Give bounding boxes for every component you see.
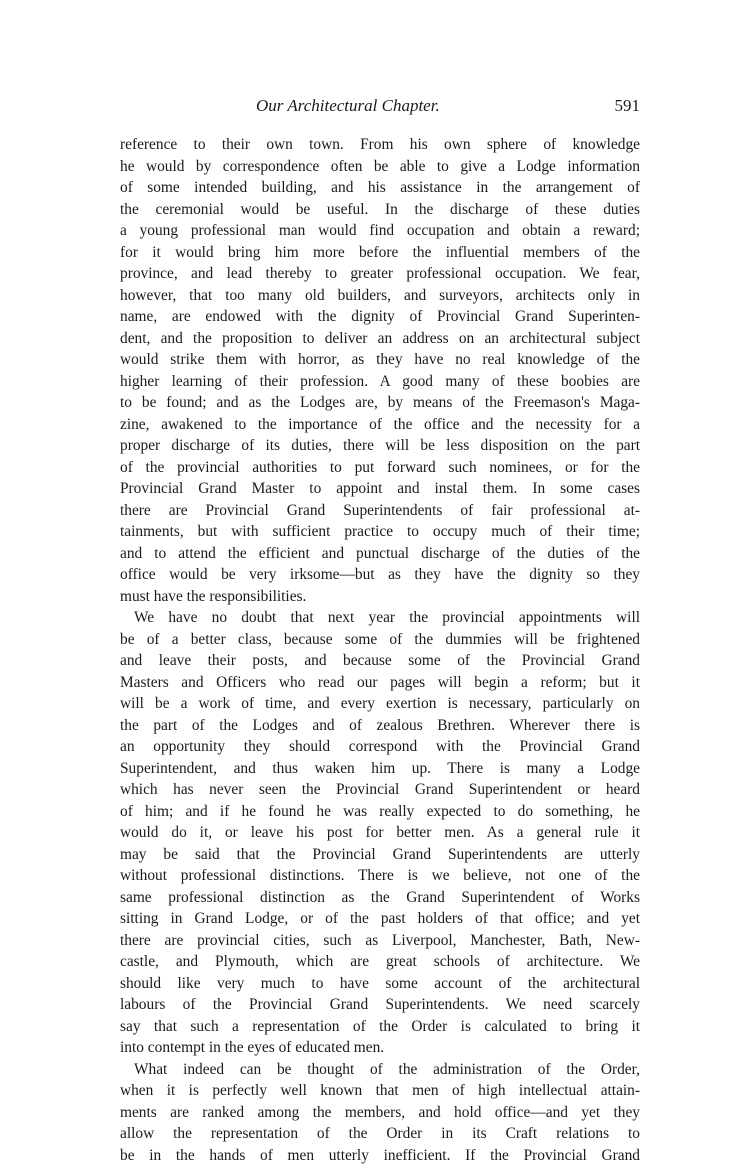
paragraph [120, 134, 640, 607]
text-line: must have the responsibilities. [120, 587, 307, 605]
page-header [120, 96, 640, 120]
text-line: the ceremonial would be useful. In the discharge of these duties [120, 200, 640, 218]
body-text [120, 134, 640, 1166]
text-line: office would be very irksome—but as they have the dignity so they [120, 566, 640, 583]
text-line: would strike them with horror, as they have no real knowledge of the [120, 351, 640, 368]
text-line: and to attend the efficient and punctual discharge of the duties of the [120, 544, 640, 562]
text-line: be of a better class, because some of the dummies will be frightened [120, 630, 640, 648]
text-line: sitting in Grand Lodge, or of the past holders of that office; and yet [120, 910, 640, 927]
text-line: zine, awakened to the importance of the office and the necessity for a [120, 415, 640, 433]
text-line: will be a work of time, and every exertion is necessary, particularly on [120, 695, 640, 712]
text-line: allow the representation of the Order in its Craft relations to [120, 1125, 640, 1142]
text-line: same professional distinction as the Grand Superintendent of Works [120, 888, 640, 906]
text-line: What indeed can be thought of the administration of the Order, [134, 1060, 640, 1078]
text-line: higher learning of their profession. A good many of these boobies are [120, 372, 640, 390]
text-line: of the provincial authorities to put forward such nominees, or for the [120, 458, 640, 476]
text-line: of some intended building, and his assistance in the arrangement of [120, 179, 640, 196]
text-line: ments are ranked among the members, and hold office—and yet they [120, 1103, 640, 1121]
text-line: when it is perfectly well known that men of high intellectual attain- [120, 1082, 640, 1099]
text-line: an opportunity they should correspond with the Provincial Grand [120, 738, 640, 755]
text-line: without professional distinctions. There is we believe, not one of the [120, 867, 640, 884]
text-line: there are provincial cities, such as Liverpool, Manchester, Bath, New- [120, 931, 640, 949]
text-line: say that such a representation of the Order is calculated to bring it [120, 1017, 640, 1035]
text-line: for it would bring him more before the influential members of the [120, 243, 640, 261]
text-line: proper discharge of its duties, there will be less disposition on the part [120, 437, 640, 454]
paragraph [120, 1059, 640, 1167]
text-line: however, that too many old builders, and surveyors, architects only in [120, 286, 640, 304]
text-line: tainments, but with sufficient practice to occupy much of their time; [120, 523, 640, 540]
text-line: to be found; and as the Lodges are, by means of the Freemason's Maga- [120, 394, 640, 411]
text-line: which has never seen the Provincial Grand Superintendent or heard [120, 781, 640, 798]
text-line: Masters and Officers who read our pages will begin a reform; but it [120, 673, 640, 691]
text-line: castle, and Plymouth, which are great schools of architecture. We [120, 953, 640, 970]
text-line: of him; and if he found he was really expected to do something, he [120, 802, 640, 820]
text-line: labours of the Provincial Grand Superintendents. We need scarcely [120, 996, 640, 1013]
text-line: there are Provincial Grand Superintendents of fair professional at- [120, 501, 640, 519]
text-line: should like very much to have some account of the architectural [120, 974, 640, 992]
text-line: name, are endowed with the dignity of Provincial Grand Superinten- [120, 308, 640, 325]
text-line: reference to their own town. From his own sphere of knowledge [120, 136, 640, 153]
text-line: and leave their posts, and because some of the Provincial Grand [120, 652, 640, 669]
text-line: be in the hands of men utterly inefficient. If the Provincial Grand [120, 1146, 640, 1164]
text-line: would do it, or leave his post for better men. As a general rule it [120, 824, 640, 841]
text-line: province, and lead thereby to greater professional occupation. We fear, [120, 265, 640, 282]
running-title: Our Architectural Chapter. [256, 96, 440, 115]
text-line: Provincial Grand Master to appoint and instal them. In some cases [120, 480, 640, 497]
text-line: the part of the Lodges and of zealous Brethren. Wherever there is [120, 716, 640, 734]
text-line: into contempt in the eyes of educated men. [120, 1039, 385, 1056]
text-line: We have no doubt that next year the provincial appointments will [134, 609, 640, 626]
text-line: Superintendent, and thus waken him up. There is many a Lodge [120, 759, 640, 777]
page-number: 591 [614, 96, 640, 115]
text-line: may be said that the Provincial Grand Superintendents are utterly [120, 845, 640, 863]
text-line: a young professional man would find occupation and obtain a reward; [120, 222, 640, 239]
text-line: he would by correspondence often be able to give a Lodge information [120, 157, 640, 175]
paragraph [120, 607, 640, 1059]
text-line: dent, and the proposition to deliver an address on an architectural subject [120, 329, 640, 347]
